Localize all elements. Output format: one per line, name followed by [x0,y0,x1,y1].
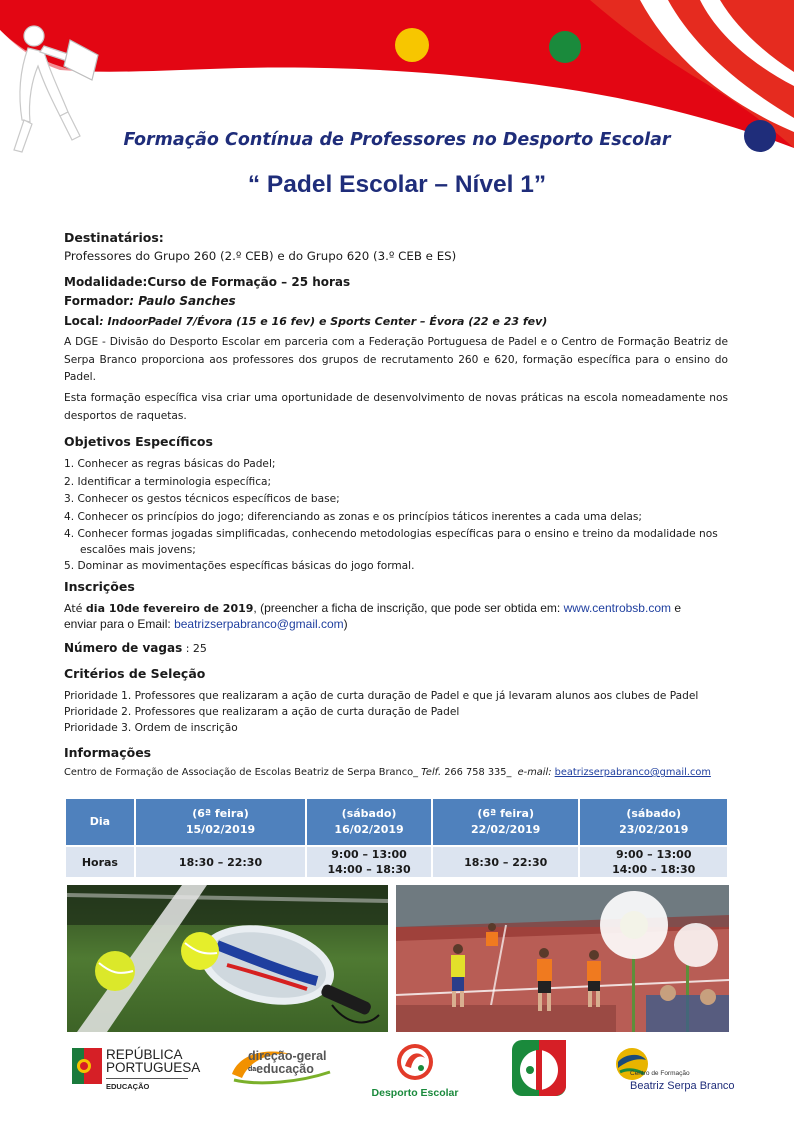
players-photo [396,885,729,1032]
inscricoes-heading: Inscrições [64,579,135,594]
dge-line2: educação [256,1062,314,1076]
modalidade-line [64,275,728,289]
inscricoes-line2-pre: enviar para o Email: [64,617,175,631]
intro-paragraph-2: Esta formação específica visa criar uma oportunidade de desenvolvimento de novas práticas na escola nomeadamente nos desportos de raquetas. [64,392,728,422]
phone-number: 266 758 335_ [441,767,512,778]
fed-padel-logo [512,1040,566,1096]
dge-logo [230,1040,332,1105]
desporto-escolar-text: Desporto Escolar [371,1087,459,1099]
informacoes-heading: Informações [64,745,152,760]
table-cell: 9:00 – 13:00 14:00 – 18:30 [306,846,432,878]
list-item: Prioridade 2. Professores que realizaram a ação de curta duração de Padel [64,706,460,718]
criterios-heading: Critérios de Seleção [64,666,206,681]
inscricoes-post: e [670,601,681,615]
objetivos-heading: Objetivos Específicos [64,434,213,449]
republica-line1: REPÚBLICA [106,1047,183,1062]
list-item: 3. Conhecer os gestos técnicos específicos de base; [64,493,340,505]
local-label: Local [64,314,100,328]
dge-line1: direção-geral [248,1049,327,1063]
vagas-line [64,641,728,655]
table-row [65,798,728,846]
telf-label: Telf. [421,767,442,778]
formador-label: Formador [64,294,130,308]
inscricoes-date: dia 10de fevereiro de 2019 [85,602,254,615]
list-item: 4. Conhecer os princípios do jogo; diferenciando as zonas e os princípios táticos inerentes a cada uma delas; [64,510,642,523]
inscricoes-mid: , (preencher a ficha de inscrição, que pode ser obtida em: [253,601,564,615]
schedule-row-label: Horas [65,846,135,878]
local-value: : IndoorPadel 7/Évora (15 e 16 fev) e Sports Center – Évora (22 e 23 fev) [99,315,548,328]
destinatarios-text: Professores do Grupo 260 (2.º CEB) e do Grupo 620 (3.º CEB e ES) [64,249,457,263]
inscricoes-email-line [64,617,728,631]
list-item: 2. Identificar a terminologia específica; [64,475,272,488]
destinatarios-heading: Destinatários: [64,230,164,245]
email-link[interactable]: beatrizserpabranco@gmail.com [174,617,344,631]
objetivos-list [64,456,728,575]
republica-line3: EDUCAÇÃO [106,1078,188,1091]
cf-name: Beatriz Serpa Branco [630,1080,735,1092]
inscricoes-line2-post: ) [343,617,348,631]
cf-small: Centro de Formação [630,1070,690,1077]
informacoes-pre: Centro de Formação de Associação de Escolas Beatriz de Serpa Branco_ [64,767,422,778]
racket-photo [67,885,388,1032]
desporto-escolar-emblem-icon [395,1042,435,1082]
desporto-escolar-logo [362,1040,468,1105]
list-item: 1. Conhecer as regras básicas do Padel; [64,458,276,470]
website-link[interactable]: www.centrobsb.com [563,601,671,615]
formador-line [64,294,728,308]
dge-small: da [248,1066,257,1074]
republica-portuguesa-logo [72,1040,202,1105]
list-item-text: 4. Conhecer formas jogadas simplificadas, conhecendo metodologias específicas para o ensino e treino da modalidade nos [64,528,718,540]
table-cell: (6ª feira) 22/02/2019 [432,798,580,846]
informacoes-line [64,767,728,778]
contact-email-link[interactable]: beatrizserpabranco@gmail.com [554,767,711,778]
table-cell: (6ª feira) 15/02/2019 [135,798,306,846]
email-label: e-mail: [517,767,552,778]
criterios-list [64,688,728,736]
centro-formacao-logo [612,1040,735,1105]
list-item: Prioridade 3. Ordem de inscrição [64,722,238,734]
republica-line2: PORTUGUESA [106,1060,201,1075]
modalidade-label: Modalidade: [64,275,148,289]
page-title: “ Padel Escolar – Nível 1” [247,171,547,198]
table-cell: 9:00 – 13:00 14:00 – 18:30 [579,846,728,878]
logos-row [0,1040,794,1105]
inscricoes-text [64,600,728,618]
vagas-value: : 25 [182,642,207,655]
list-item-continuation: escalões mais jovens; [80,543,196,556]
list-item: 5. Dominar as movimentações específicas básicas do jogo formal. [64,559,415,572]
portugal-flag-icon [72,1048,102,1084]
list-item [64,526,728,558]
intro-paragraph-1: A DGE - Divisão do Desporto Escolar em parceria com a Federação Portuguesa de Padel e o Centro de Formação Beatriz de Serpa Branco proporciona aos professores dos grupos de recrutamento 260 e 620, formação específica para o ensino do Padel. [64,336,728,383]
vagas-label: Número de vagas [64,641,183,655]
header-decoration [0,0,794,200]
green-dot [549,31,581,63]
subtitle: Formação Contínua de Professores no Desporto Escolar [123,130,671,150]
table-cell: (sábado) 23/02/2019 [579,798,728,846]
schedule-table [64,797,729,879]
table-cell: (sábado) 16/02/2019 [306,798,432,846]
modalidade-value: Curso de Formação – 25 horas [147,275,351,289]
formador-value: : Paulo Sanches [129,294,236,308]
table-cell: 18:30 – 22:30 [135,846,306,878]
list-item: Prioridade 1. Professores que realizaram a ação de curta duração de Padel e que já levaram alunos aos clubes de Padel [64,690,699,702]
table-row [65,846,728,878]
inscricoes-pre: Até [64,602,86,615]
local-line [64,314,728,328]
schedule-row-label: Dia [65,798,135,846]
table-cell: 18:30 – 22:30 [432,846,580,878]
yellow-dot [395,28,429,62]
